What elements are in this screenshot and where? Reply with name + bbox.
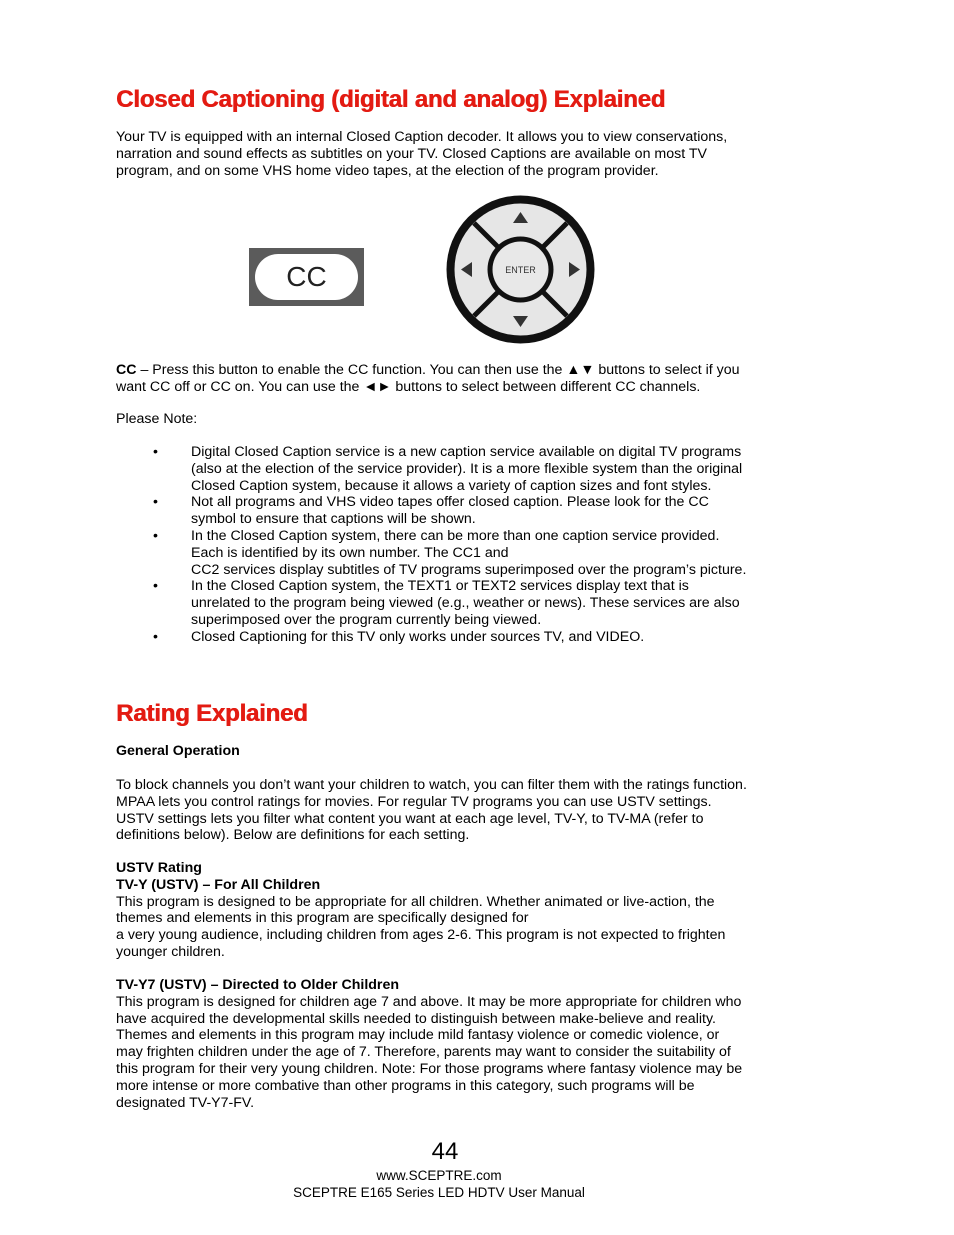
footer-manual-title: SCEPTRE E165 Series LED HDTV User Manual <box>293 1185 585 1200</box>
dpad-illustration <box>446 195 595 344</box>
list-item-line: Closed Captioning for this TV only works under sources TV, and VIDEO. <box>191 628 645 645</box>
footer-website: www.SCEPTRE.com <box>376 1168 502 1183</box>
text-line: MPAA lets you control ratings for movies. For regular TV programs you can use USTV settings. <box>116 793 712 810</box>
cc-intro-line: program, and on some VHS home video tapes, at the election of the program provider. <box>116 162 659 179</box>
cc-intro-line: Your TV is equipped with an internal Closed Caption decoder. It allows you to view conservations, <box>116 129 728 145</box>
text-line: To block channels you don’t want your children to watch, you can filter them with the ratings function. <box>116 777 747 793</box>
list-item: • In the Closed Caption system, there can be more than one caption service provided. Each is identified by its own number. The CC1 and CC2 services display subtitles of TV programs superimposed over the program’s picture. <box>116 528 776 578</box>
text-line: this program for their very young children. Note: For those programs where fantasy violence may be <box>116 1060 743 1077</box>
list-item-line: unrelated to the program being viewed (e.g., weather or news). These services are also <box>191 595 740 612</box>
text-line: have acquired the developmental skills needed to distinguish between make-believe and reality. <box>116 1010 716 1027</box>
text-line: younger children. <box>116 943 225 960</box>
ustv-heading: USTV Rating <box>116 860 202 876</box>
list-item-line: In the Closed Caption system, there can be more than one caption service provided. <box>191 527 720 544</box>
page-number: 44 <box>431 1138 459 1165</box>
cc-notes-list <box>116 444 776 646</box>
cc-intro-line: narration and sound effects as subtitles on your TV. Closed Captions are available on most TV <box>116 145 707 162</box>
text-line: Themes and elements in this program may include mild fantasy violence or comedic violence, or <box>116 1027 720 1044</box>
list-item: • Closed Captioning for this TV only works under sources TV, and VIDEO. <box>116 629 776 646</box>
text-line: designated TV-Y7-FV. <box>116 1094 255 1111</box>
tvy-heading: TV-Y (USTV) – For All Children <box>116 876 321 893</box>
list-item-line: CC2 services display subtitles of TV programs superimposed over the program’s picture. <box>191 561 747 578</box>
text-line: USTV settings lets you filter what content you want at each age level, TV-Y, to TV-MA (refer to <box>116 810 704 827</box>
cc-button-illustration <box>249 248 364 306</box>
list-item-line: Not all programs and VHS video tapes offer closed caption. Please look for the CC <box>191 494 709 511</box>
list-item: • Digital Closed Caption service is a new caption service available on digital TV programs (also at the election of the service provider). It is a more flexible system than the original Closed Caption system, because it allows a variety of caption sizes and font styles. <box>116 444 776 494</box>
list-item: • In the Closed Caption system, the TEXT1 or TEXT2 services display text that is unrelated to the program being viewed (e.g., weather or news). These services are also superimposed over the program currently being viewed. <box>116 578 776 628</box>
list-item-line: In the Closed Caption system, the TEXT1 or TEXT2 services display text that is <box>191 578 689 595</box>
text-line: This program is designed to be appropriate for all children. Whether animated or live-action, the <box>116 893 715 910</box>
cc-desc-text: want CC off or CC on. You can use the ◄► buttons to select between different CC channels. <box>116 378 701 395</box>
enter-label: ENTER <box>505 265 536 275</box>
cc-section-title: Closed Captioning (digital and analog) Explained <box>116 86 666 113</box>
list-item: • Not all programs and VHS video tapes offer closed caption. Please look for the CC symbol to ensure that captions will be shown. <box>116 494 776 528</box>
general-operation-heading: General Operation <box>116 743 240 759</box>
text-line: a very young audience, including children from ages 2-6. This program is not expected to frighten <box>116 927 726 944</box>
cc-desc-text: – Press this button to enable the CC function. You can then use the ▲▼ buttons to select if you <box>136 362 740 378</box>
list-item-line: Each is identified by its own number. The CC1 and <box>191 544 509 561</box>
list-item-line: symbol to ensure that captions will be shown. <box>191 511 476 528</box>
tvy7-block <box>116 977 776 1111</box>
cc-description <box>116 362 776 396</box>
text-line: may frighten children under the age of 7. Therefore, parents may want to consider the suitability of <box>116 1044 731 1061</box>
general-operation-text <box>116 777 776 844</box>
cc-button-label: CC <box>255 254 358 300</box>
cc-desc-bold: CC <box>116 362 137 378</box>
text-line: themes and elements in this program are specifically designed for <box>116 910 529 927</box>
text-line: This program is designed for children age 7 and above. It may be more appropriate for children who <box>116 993 742 1010</box>
rating-section-title: Rating Explained <box>116 700 308 727</box>
please-note: Please Note: <box>116 411 198 427</box>
text-line: more intense or more combative than other programs in this category, such programs will be <box>116 1077 695 1094</box>
tvy7-heading: TV-Y7 (USTV) – Directed to Older Children <box>116 977 400 993</box>
list-item-line: Digital Closed Caption service is a new caption service available on digital TV programs <box>191 444 742 460</box>
ustv-block <box>116 860 776 961</box>
list-item-line: superimposed over the program currently being viewed. <box>191 611 542 628</box>
list-item-line: Closed Caption system, because it allows a variety of caption sizes and font styles. <box>191 477 712 494</box>
list-item-line: (also at the election of the service provider). It is a more flexible system than the original <box>191 460 743 477</box>
text-line: definitions below). Below are definitions for each setting. <box>116 827 470 844</box>
cc-intro <box>116 129 776 179</box>
